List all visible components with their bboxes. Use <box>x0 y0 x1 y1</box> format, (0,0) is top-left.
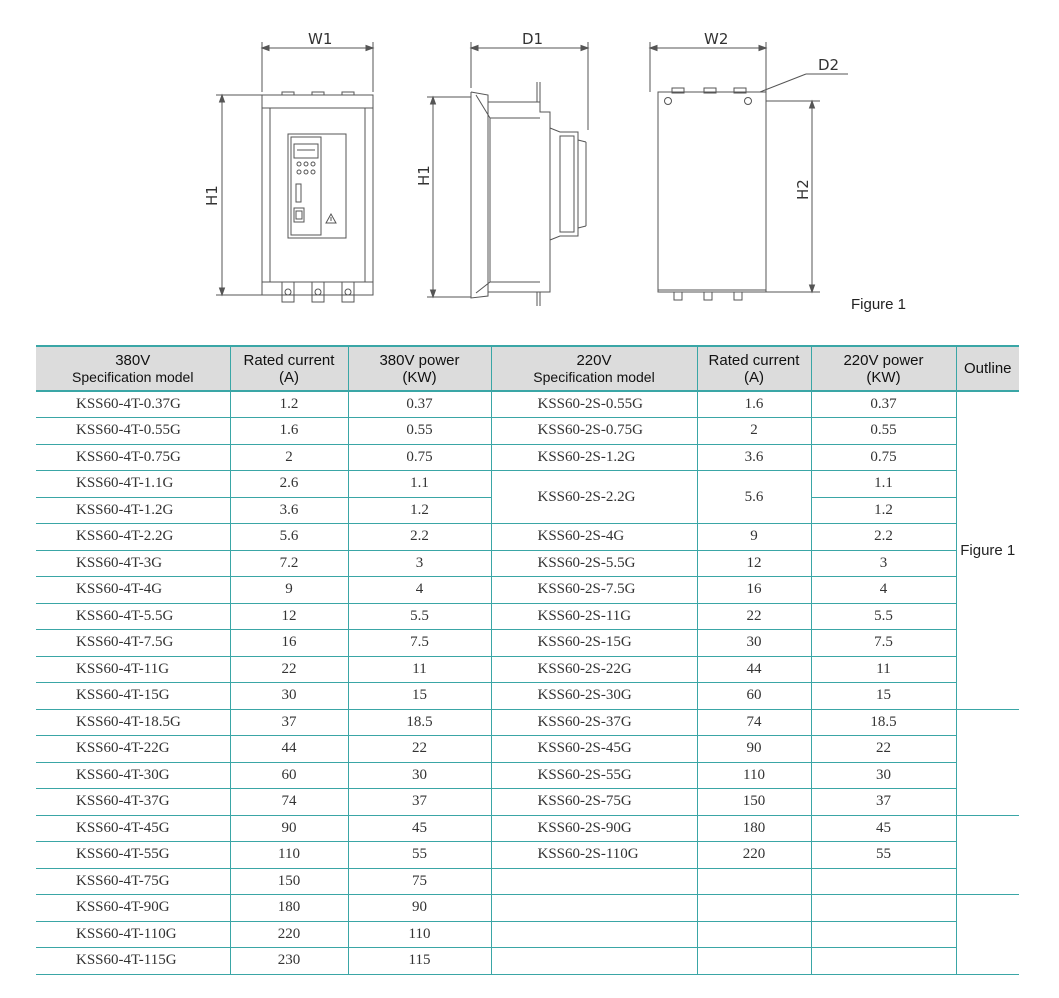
model-220v: KSS60-2S-2.2G <box>491 471 697 524</box>
header-line: 220V <box>576 351 612 369</box>
current-380v: 90 <box>230 815 348 842</box>
power-220v: 7.5 <box>811 630 956 657</box>
header-line: 220V power <box>843 351 924 369</box>
empty-cell <box>697 948 811 975</box>
model-220v: KSS60-2S-11G <box>491 603 697 630</box>
model-380v: KSS60-4T-0.37G <box>36 391 230 418</box>
outline-drawings <box>0 0 1059 330</box>
back-view <box>650 42 848 300</box>
table-row <box>36 630 1019 657</box>
outline-cell: Figure 1 <box>956 391 1019 709</box>
model-220v: KSS60-2S-0.55G <box>491 391 697 418</box>
current-380v: 12 <box>230 603 348 630</box>
model-220v: KSS60-2S-37G <box>491 709 697 736</box>
empty-cell <box>697 921 811 948</box>
model-380v: KSS60-4T-4G <box>36 577 230 604</box>
model-220v: KSS60-2S-45G <box>491 736 697 763</box>
current-380v: 110 <box>230 842 348 869</box>
current-220v: 150 <box>697 789 811 816</box>
current-220v: 44 <box>697 656 811 683</box>
power-380v: 55 <box>348 842 491 869</box>
model-380v: KSS60-4T-110G <box>36 921 230 948</box>
table-row <box>36 524 1019 551</box>
header-380v-power <box>348 346 491 391</box>
power-220v: 18.5 <box>811 709 956 736</box>
model-380v: KSS60-4T-0.55G <box>36 418 230 445</box>
table-row <box>36 815 1019 842</box>
table-row <box>36 762 1019 789</box>
table-row <box>36 948 1019 975</box>
current-220v: 74 <box>697 709 811 736</box>
power-380v: 37 <box>348 789 491 816</box>
table-row <box>36 444 1019 471</box>
power-380v: 0.55 <box>348 418 491 445</box>
outline-cell <box>956 895 1019 975</box>
power-220v: 11 <box>811 656 956 683</box>
dim-label-h1-front: H1 <box>203 185 221 206</box>
table-row <box>36 789 1019 816</box>
power-380v: 45 <box>348 815 491 842</box>
power-380v: 0.37 <box>348 391 491 418</box>
current-380v: 220 <box>230 921 348 948</box>
current-220v: 12 <box>697 550 811 577</box>
power-220v: 2.2 <box>811 524 956 551</box>
current-380v: 1.6 <box>230 418 348 445</box>
header-220v-power <box>811 346 956 391</box>
empty-cell <box>811 948 956 975</box>
model-380v: KSS60-4T-3G <box>36 550 230 577</box>
current-220v: 90 <box>697 736 811 763</box>
header-line: (KW) <box>866 368 901 386</box>
empty-cell <box>491 895 697 922</box>
header-line: (A) <box>744 368 764 386</box>
power-380v: 5.5 <box>348 603 491 630</box>
current-380v: 3.6 <box>230 497 348 524</box>
table-row <box>36 868 1019 895</box>
table-row <box>36 709 1019 736</box>
current-380v: 37 <box>230 709 348 736</box>
empty-cell <box>811 895 956 922</box>
power-220v: 37 <box>811 789 956 816</box>
current-220v: 110 <box>697 762 811 789</box>
dim-label-d1: D1 <box>522 30 544 48</box>
front-view <box>216 42 373 302</box>
model-380v: KSS60-4T-1.2G <box>36 497 230 524</box>
model-380v: KSS60-4T-7.5G <box>36 630 230 657</box>
current-380v: 60 <box>230 762 348 789</box>
model-380v: KSS60-4T-90G <box>36 895 230 922</box>
header-380v-model <box>36 346 230 391</box>
empty-cell <box>697 895 811 922</box>
model-220v: KSS60-2S-110G <box>491 842 697 869</box>
power-380v: 115 <box>348 948 491 975</box>
current-220v: 2 <box>697 418 811 445</box>
power-380v: 110 <box>348 921 491 948</box>
power-220v: 4 <box>811 577 956 604</box>
table-row <box>36 391 1019 418</box>
model-380v: KSS60-4T-22G <box>36 736 230 763</box>
current-380v: 74 <box>230 789 348 816</box>
model-220v: KSS60-2S-22G <box>491 656 697 683</box>
power-220v: 22 <box>811 736 956 763</box>
model-380v: KSS60-4T-45G <box>36 815 230 842</box>
header-line: Specification model <box>72 368 194 385</box>
empty-cell <box>491 948 697 975</box>
current-220v: 1.6 <box>697 391 811 418</box>
current-220v: 5.6 <box>697 471 811 524</box>
power-220v: 0.75 <box>811 444 956 471</box>
power-380v: 0.75 <box>348 444 491 471</box>
model-220v: KSS60-2S-5.5G <box>491 550 697 577</box>
model-220v: KSS60-2S-1.2G <box>491 444 697 471</box>
table-row <box>36 895 1019 922</box>
table-row <box>36 736 1019 763</box>
header-line: Specification model <box>533 368 655 385</box>
figure-caption: Figure 1 <box>851 296 907 313</box>
model-220v: KSS60-2S-30G <box>491 683 697 710</box>
header-220v-current <box>697 346 811 391</box>
current-380v: 9 <box>230 577 348 604</box>
current-220v: 180 <box>697 815 811 842</box>
power-380v: 3 <box>348 550 491 577</box>
header-outline: Outline <box>956 346 1019 391</box>
empty-cell <box>697 868 811 895</box>
current-380v: 30 <box>230 683 348 710</box>
power-220v: 15 <box>811 683 956 710</box>
model-380v: KSS60-4T-37G <box>36 789 230 816</box>
outline-cell <box>956 815 1019 895</box>
current-380v: 150 <box>230 868 348 895</box>
power-380v: 4 <box>348 577 491 604</box>
dim-label-h1-side: H1 <box>415 165 433 186</box>
power-380v: 7.5 <box>348 630 491 657</box>
power-220v: 1.2 <box>811 497 956 524</box>
power-380v: 22 <box>348 736 491 763</box>
table-row <box>36 683 1019 710</box>
power-380v: 15 <box>348 683 491 710</box>
model-220v: KSS60-2S-7.5G <box>491 577 697 604</box>
spec-table <box>36 345 1019 975</box>
dim-label-d2: D2 <box>818 56 840 74</box>
power-380v: 2.2 <box>348 524 491 551</box>
power-380v: 11 <box>348 656 491 683</box>
header-line: (A) <box>279 368 299 386</box>
outline-drawing-svg <box>0 0 1059 330</box>
power-380v: 1.1 <box>348 471 491 498</box>
power-380v: 30 <box>348 762 491 789</box>
table-row <box>36 656 1019 683</box>
current-220v: 30 <box>697 630 811 657</box>
header-380v-current <box>230 346 348 391</box>
power-220v: 3 <box>811 550 956 577</box>
header-line: Rated current <box>243 351 335 369</box>
model-380v: KSS60-4T-18.5G <box>36 709 230 736</box>
header-line: 380V power <box>379 351 460 369</box>
model-380v: KSS60-4T-30G <box>36 762 230 789</box>
header-line: (KW) <box>402 368 437 386</box>
table-row <box>36 842 1019 869</box>
empty-cell <box>811 921 956 948</box>
header-line: 380V <box>115 351 151 369</box>
current-220v: 60 <box>697 683 811 710</box>
side-view <box>427 42 588 306</box>
power-220v: 55 <box>811 842 956 869</box>
model-220v: KSS60-2S-55G <box>491 762 697 789</box>
empty-cell <box>491 921 697 948</box>
dim-label-w1: W1 <box>308 30 333 48</box>
empty-cell <box>811 868 956 895</box>
model-380v: KSS60-4T-5.5G <box>36 603 230 630</box>
model-380v: KSS60-4T-1.1G <box>36 471 230 498</box>
table-row <box>36 603 1019 630</box>
outline-cell <box>956 709 1019 815</box>
current-380v: 2 <box>230 444 348 471</box>
empty-cell <box>491 868 697 895</box>
model-380v: KSS60-4T-15G <box>36 683 230 710</box>
model-380v: KSS60-4T-115G <box>36 948 230 975</box>
power-220v: 0.37 <box>811 391 956 418</box>
power-380v: 90 <box>348 895 491 922</box>
power-220v: 30 <box>811 762 956 789</box>
current-380v: 16 <box>230 630 348 657</box>
current-380v: 230 <box>230 948 348 975</box>
dim-label-w2: W2 <box>704 30 729 48</box>
model-220v: KSS60-2S-15G <box>491 630 697 657</box>
table-row <box>36 921 1019 948</box>
power-380v: 75 <box>348 868 491 895</box>
current-220v: 3.6 <box>697 444 811 471</box>
current-380v: 180 <box>230 895 348 922</box>
model-220v: KSS60-2S-75G <box>491 789 697 816</box>
current-380v: 22 <box>230 656 348 683</box>
model-380v: KSS60-4T-11G <box>36 656 230 683</box>
model-220v: KSS60-2S-4G <box>491 524 697 551</box>
power-220v: 45 <box>811 815 956 842</box>
power-380v: 18.5 <box>348 709 491 736</box>
table-row <box>36 418 1019 445</box>
model-380v: KSS60-4T-75G <box>36 868 230 895</box>
table-body <box>36 391 1019 974</box>
power-380v: 1.2 <box>348 497 491 524</box>
current-220v: 9 <box>697 524 811 551</box>
model-380v: KSS60-4T-2.2G <box>36 524 230 551</box>
model-380v: KSS60-4T-55G <box>36 842 230 869</box>
power-220v: 0.55 <box>811 418 956 445</box>
model-220v: KSS60-2S-90G <box>491 815 697 842</box>
power-220v: 1.1 <box>811 471 956 498</box>
header-line: Rated current <box>708 351 800 369</box>
current-380v: 1.2 <box>230 391 348 418</box>
current-220v: 220 <box>697 842 811 869</box>
current-380v: 5.6 <box>230 524 348 551</box>
current-380v: 7.2 <box>230 550 348 577</box>
current-220v: 22 <box>697 603 811 630</box>
power-220v: 5.5 <box>811 603 956 630</box>
dim-label-h2: H2 <box>794 179 812 200</box>
header-220v-model <box>491 346 697 391</box>
table-row <box>36 550 1019 577</box>
current-380v: 2.6 <box>230 471 348 498</box>
model-220v: KSS60-2S-0.75G <box>491 418 697 445</box>
current-380v: 44 <box>230 736 348 763</box>
table-row <box>36 577 1019 604</box>
model-380v: KSS60-4T-0.75G <box>36 444 230 471</box>
table-header-row <box>36 346 1019 391</box>
current-220v: 16 <box>697 577 811 604</box>
table-row <box>36 471 1019 498</box>
